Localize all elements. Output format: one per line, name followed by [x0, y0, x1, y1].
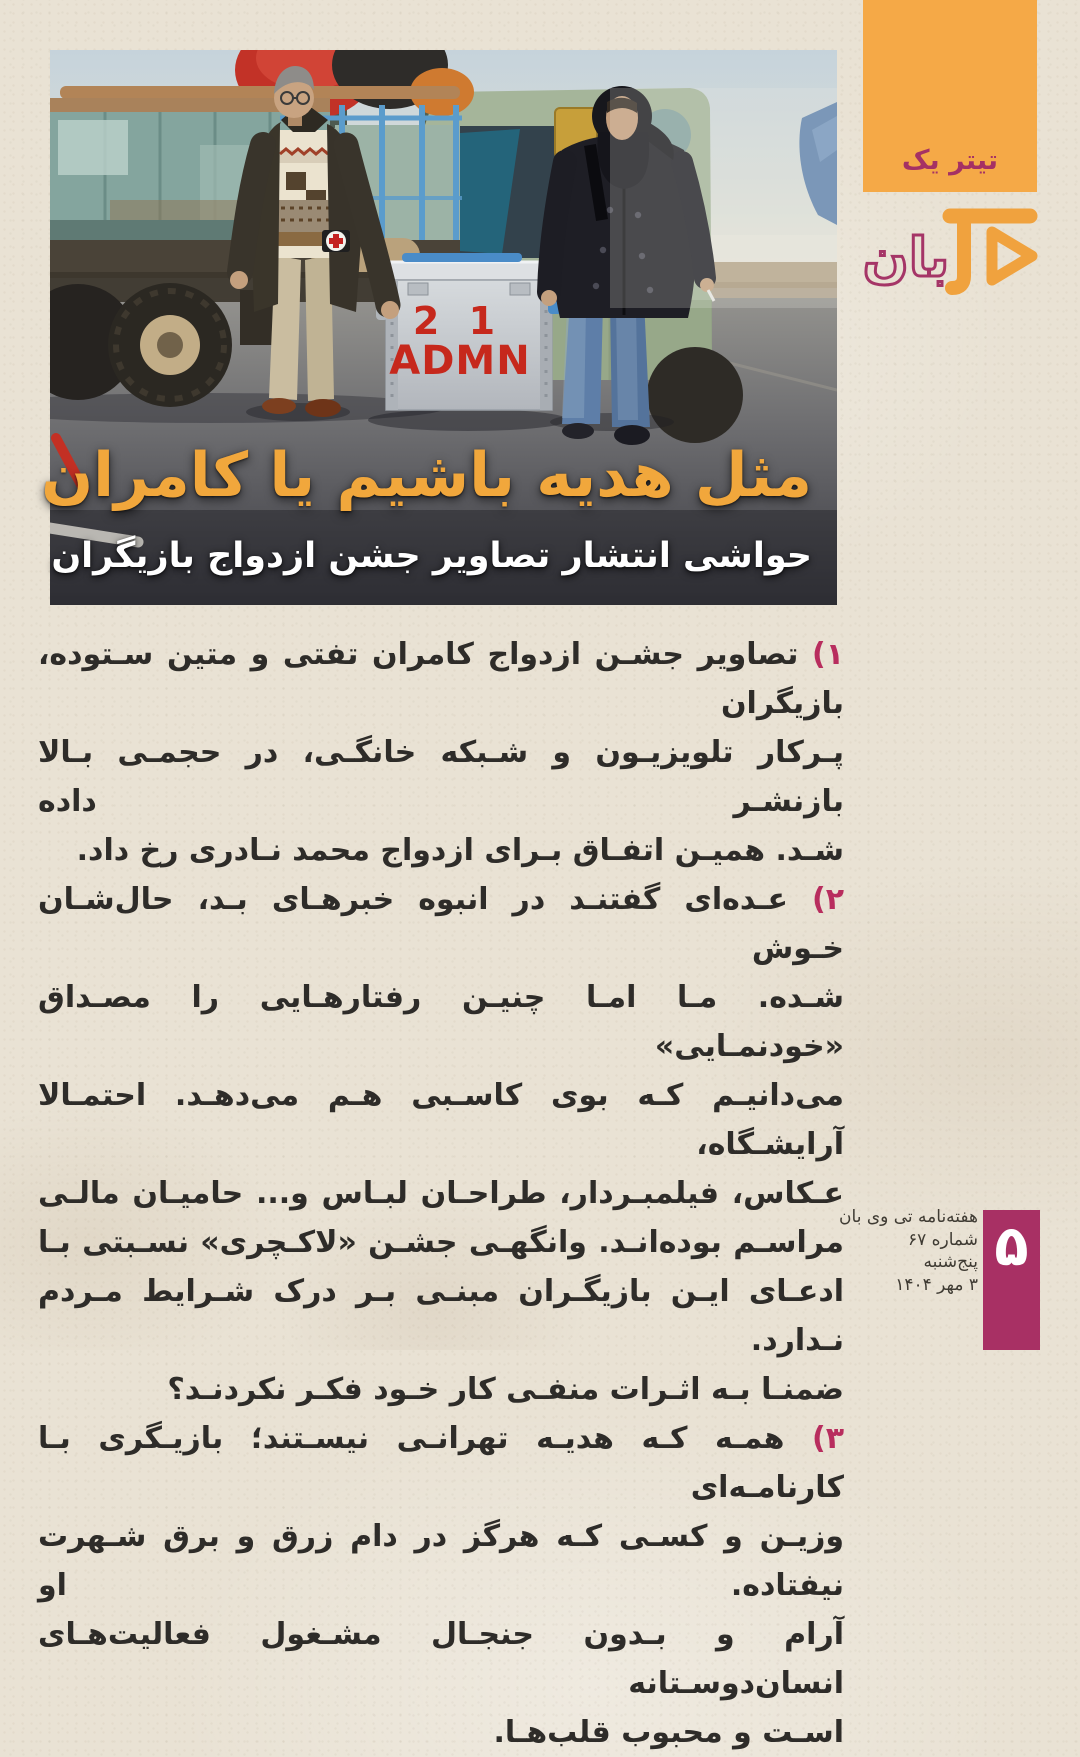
- item-number: ۲): [787, 882, 845, 917]
- article-line: ۳) همـه کـه هدیـه تهرانـی نیسـتند؛ بازیـگری بـا کارنامـه‌ای: [38, 1421, 844, 1505]
- article-line: عـکاس، فیلمبـردار، طراحـان لبـاس و... حامیـان مالـی: [38, 1176, 844, 1211]
- issue-number: شماره ۶۷: [907, 1229, 978, 1250]
- issue-weekday: پنج‌شنبه: [923, 1252, 978, 1272]
- article-line: می‌دانیـم کـه بوی کاسـبی هـم می‌دهـد. احتمـالا آرایشـگاه،: [38, 1078, 844, 1162]
- item-number: ۳): [784, 1421, 844, 1456]
- play-triangle-icon: [992, 232, 1032, 280]
- article-line: ۲) عـده‌ای گفتنـد در انبوه خبرهـای بـد، حال‌شـان خـوش: [38, 882, 845, 966]
- article-line: شـد. همیـن اتفـاق بـرای ازدواج محمد نـادری رخ داد.: [76, 833, 844, 868]
- haze-overlay: [610, 88, 837, 308]
- issue-info: [839, 1206, 978, 1296]
- tv-ban-logo: [858, 196, 1044, 300]
- article-line: پـرکار تلویزیـون و شـبکه خانگـی، در حجمـی بـالا بازنشـر داده: [38, 735, 844, 819]
- article-line: وزیـن و کسـی کـه هرگز در دام زرق و برق شـهرت نیفتاده. او: [38, 1519, 844, 1603]
- article-line: ادعـای ایـن بازیگـران مبنـی بـر درک شـرایط مـردم نـدارد.: [38, 1274, 844, 1358]
- article-line: ۱) تصاویر جشـن ازدواج کامران تفتی و متین سـتوده، بازیگران: [38, 637, 844, 721]
- item-number: ۱): [798, 637, 844, 672]
- article-line: مراسـم بوده‌انـد. وانگهـی جشـن «لاکـچری» نسـبتی بـا: [38, 1225, 844, 1260]
- article-line: آرام و بـدون جنجـال مشـغول فعالیت‌هـای انسان‌دوسـتانه: [38, 1617, 844, 1701]
- cover-photo-scene: [50, 50, 837, 605]
- box-lid-strap: [402, 253, 522, 262]
- cover-photo: [50, 50, 837, 605]
- section-label: تیتر یک: [901, 145, 999, 176]
- tv-ban-logo-art: [858, 196, 1044, 300]
- article-line: شـده. مـا امـا چنیـن رفتارهـایی را مصـداق «خودنمـایی»: [38, 980, 844, 1064]
- box-text-line1: 1 2: [412, 299, 504, 343]
- article-body: [38, 630, 844, 1757]
- publication-name: هفته‌نامه تی وی بان: [839, 1207, 978, 1227]
- logo-wordmark: بان: [862, 226, 950, 289]
- issue-date: ۳ مهر ۱۴۰۴: [895, 1274, 978, 1295]
- cover-title: مثل هدیه باشیم یا کامران: [41, 440, 812, 511]
- section-box: [863, 0, 1037, 192]
- article-line: اسـت و محبوب قلب‌هـا.: [493, 1715, 844, 1750]
- page-number: ۵: [994, 1214, 1029, 1279]
- page-number-bar: [983, 1210, 1040, 1350]
- box-text-line2: ADMN: [389, 338, 531, 384]
- article-line: ضمنـا بـه اثـرات منفـی کار خـود فکـر نکردنـد؟: [167, 1372, 844, 1407]
- cover-subtitle: حواشی انتشار تصاویر جشن ازدواج بازیگران: [51, 536, 812, 576]
